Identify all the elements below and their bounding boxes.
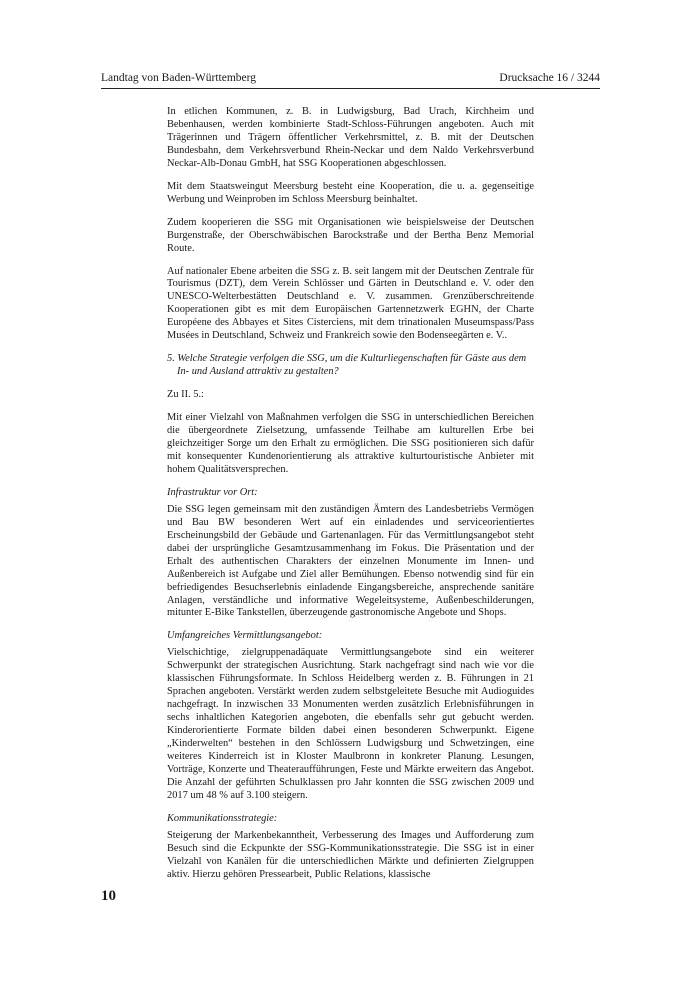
header-document-number: Drucksache 16 / 3244 (499, 72, 600, 84)
answer-label: Zu II. 5.: (167, 389, 204, 401)
body-text (167, 106, 534, 892)
paragraph: Zudem kooperieren die SSG mit Organisationen wie beispielsweise der Deutschen Burgenstraße, der Oberschwäbischen Barockstraße und der Bertha Benz Memorial Route. (167, 216, 534, 254)
answer-intro: Mit einer Vielzahl von Maßnahmen verfolgen die SSG in unterschiedlichen Bereichen die übergeordnete Zielsetzung, umfassende Teilhabe am kulturellen Erbe bei gleichzeitiger Sorge um den Erhalt zu ermöglichen. Die SSG positionieren sich dafür mit konsequenter Kundenorientierung als attraktive kulturtouristische Anbieter mit hohem Qualitätsversprechen. (167, 412, 534, 475)
section-heading-vermittlungsangebot: Umfangreiches Vermittlungsangebot: (167, 630, 323, 642)
paragraph: Mit dem Staatsweingut Meersburg besteht eine Kooperation, die u. a. gegenseitige Werbung und Weinproben im Schloss Meersburg beinhaltet. (167, 180, 534, 205)
section-heading-kommunikationsstrategie: Kommunikationsstrategie: (167, 812, 278, 824)
question-5: 5. Welche Strategie verfolgen die SSG, um die Kulturliegenschaften für Gäste aus dem In- und Ausland attraktiv zu gestalten? (167, 353, 527, 378)
section-text-vermittlungsangebot: Vielschichtige, zielgruppenadäquate Vermittlungsangebote sind ein weiterer Schwerpunkt der strategischen Ausrichtung. Stark nachgefragt sind nach wie vor die klassischen Führungsformate. In Schloss Heidelberg werden z. B. Führungen in 21 Sprachen angeboten. Verstärkt werden zudem selbstgeleitete Besuche mit Audioguides nachgefragt. In inzwischen 33 Monumenten werden zusätzlich Erlebnisführungen in sechs inhaltlichen Kategorien angeboten, die ebenfalls sehr gut gebucht werden. Kinderorientierte Formate bilden dabei einen besonderen Schwerpunkt. Eigene „Kinderwelten“ bestehen in den Schlössern Ludwigsburg und Schwetzingen, eine weiteres Kinderreich ist in Kloster Maulbronn in konkreter Planung. Lesungen, Vorträge, Konzerte und Theateraufführungen, Feste und Märkte erweitern das Angebot. Die Anzahl der geführten Schulklassen pro Jahr konnten die SSG zwischen 2009 und 2017 um 48 % auf 3.100 steigern. (167, 647, 534, 801)
running-header (101, 70, 600, 89)
paragraph: Auf nationaler Ebene arbeiten die SSG z. B. seit langem mit der Deutschen Zentrale für Tourismus (DZT), dem Verein Schlösser und Gärten in Deutschland e. V. oder den UNESCO-Welterbestätten Deutschland e. V. zusammen. Grenzüberschreitende Kooperationen gibt es mit dem Europäischen Gartennetzwerk EGHN, der Charte Européene des Abbayes et Sites Cisterciens, mit dem trinationalen Museumspass/Pass Musées in Deutschland, Schweiz und Frankreich sowie den Bodenseegärten e. V.. (167, 265, 534, 342)
paragraph: In etlichen Kommunen, z. B. in Ludwigsburg, Bad Urach, Kirchheim und Bebenhausen, werden kombinierte Stadt-Schloss-Führungen angeboten. Auch mit Trägerinnen und Trägern öffentlicher Verkehrsmittel, z. B. mit der Deutschen Bundesbahn, dem Verkehrsverbund Rhein-Neckar und dem Naldo Verkehrsverbund Neckar-Alb-Donau GmbH, hat SSG Kooperationen abgeschlossen. (167, 106, 534, 169)
section-text-kommunikationsstrategie: Steigerung der Markenbekanntheit, Verbesserung des Images und Aufforderung zum Besuch sind die Eckpunkte der SSG-Kommunikationsstrategie. Die SSG ist in einer Vielzahl von Kanälen für die unterschiedlichen Märkte und definierten Zielgruppen aktiv. Hierzu gehören Pressearbeit, Public Relations, klassische (167, 829, 534, 880)
section-text-infrastruktur: Die SSG legen gemeinsam mit den zuständigen Ämtern des Landesbetriebs Vermögen und Bau BW besonderen Wert auf ein einladendes und serviceorientiertes Erscheinungsbild der Gebäude und Gartenanlagen. Für das Vermittlungsangebot steht dabei der ursprüngliche Gesamtzusammenhang im Fokus. Die Präsentation und der Erhalt des authentischen Charakters der einzelnen Monumente im Innen- und Außenbereich ist Aufgabe und Ziel aller Bemühungen. Ebenso notwendig sind für ein befriedigendes Besuchserlebnis einladende Eingangsbereiche, ansprechende sanitäre Anlagen, verständliche und informative Wegeleitsysteme, Außenbeschilderungen, mitunter E-Bike Tankstellen, überzeugende gastronomische Angebote und Shops. (167, 503, 534, 619)
section-heading-infrastruktur: Infrastruktur vor Ort: (167, 486, 258, 498)
header-parliament-name: Landtag von Baden-Württemberg (101, 72, 256, 84)
page-number: 10 (101, 888, 116, 904)
